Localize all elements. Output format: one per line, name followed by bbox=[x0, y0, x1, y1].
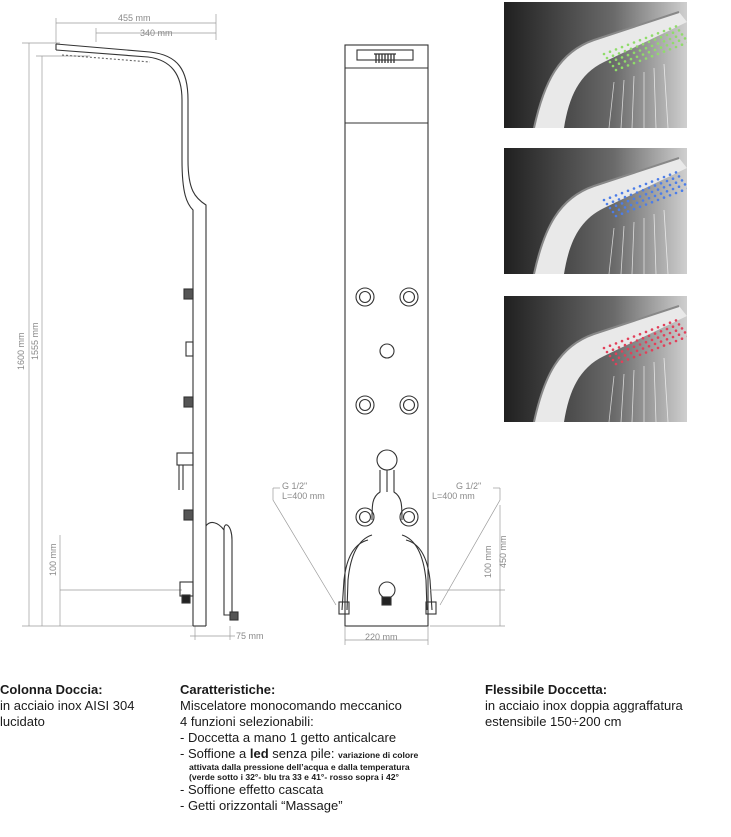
led-dot bbox=[615, 69, 618, 72]
led-dot bbox=[627, 44, 630, 47]
led-dot bbox=[654, 195, 657, 198]
features-mixer: Miscelatore monocomando meccanico bbox=[180, 698, 402, 713]
led-dot bbox=[672, 336, 675, 339]
led-dot bbox=[675, 319, 678, 322]
led-dot bbox=[618, 356, 621, 359]
pipe-left-length: L=400 mm bbox=[282, 491, 325, 501]
led-dot bbox=[645, 57, 648, 60]
led-dot bbox=[651, 180, 654, 183]
led-dot bbox=[669, 38, 672, 41]
led-dot bbox=[609, 344, 612, 347]
led-dot bbox=[669, 194, 672, 197]
led-dot bbox=[615, 194, 618, 197]
dim-height-low: 100 mm bbox=[48, 543, 58, 576]
led-dot bbox=[612, 348, 615, 351]
dim-width-head: 340 mm bbox=[140, 28, 173, 38]
led-photo-blue bbox=[504, 148, 687, 274]
led-dot bbox=[606, 57, 609, 60]
flexible-hose-title: Flessibile Doccetta: bbox=[485, 682, 608, 697]
features-list bbox=[180, 730, 500, 814]
led-dot bbox=[666, 34, 669, 37]
led-dot bbox=[609, 196, 612, 199]
led-dot bbox=[624, 206, 627, 209]
led-dot bbox=[603, 199, 606, 202]
led-dot bbox=[618, 208, 621, 211]
led-dot bbox=[678, 39, 681, 42]
dim-right-low: 100 mm bbox=[483, 545, 493, 578]
led-dot bbox=[618, 346, 621, 349]
led-dot bbox=[636, 191, 639, 194]
led-dot bbox=[627, 348, 630, 351]
led-dot bbox=[657, 42, 660, 45]
led-dot bbox=[669, 332, 672, 335]
led-dot bbox=[675, 46, 678, 49]
led-dot bbox=[636, 339, 639, 342]
led-dot bbox=[621, 192, 624, 195]
led-dot bbox=[669, 48, 672, 51]
led-dot bbox=[669, 321, 672, 324]
led-dot bbox=[645, 193, 648, 196]
dim-height-body: 1555 mm bbox=[30, 322, 40, 360]
led-dot bbox=[621, 202, 624, 205]
led-dot bbox=[669, 342, 672, 345]
led-dot bbox=[615, 342, 618, 345]
led-dot bbox=[627, 64, 630, 67]
features-title: Caratteristiche: bbox=[180, 682, 276, 697]
led-dot bbox=[621, 360, 624, 363]
led-dot bbox=[642, 347, 645, 350]
led-dot bbox=[624, 50, 627, 53]
shower-head-image bbox=[504, 2, 687, 128]
led-dot bbox=[615, 215, 618, 218]
feature-led-note-3: (verde sotto i 32°- blu tra 33 e 41°- rosso sopra i 42° bbox=[189, 772, 399, 782]
led-dot bbox=[633, 41, 636, 44]
led-dot bbox=[654, 332, 657, 335]
feature-led-pre: - Soffione a bbox=[180, 746, 250, 761]
led-dot bbox=[636, 350, 639, 353]
led-dot bbox=[663, 334, 666, 337]
led-dot bbox=[645, 351, 648, 354]
led-dot bbox=[627, 190, 630, 193]
led-dot bbox=[615, 352, 618, 355]
led-dot bbox=[660, 192, 663, 195]
led-photo-green bbox=[504, 2, 687, 128]
dim-front-width: 220 mm bbox=[365, 632, 398, 642]
led-dot bbox=[678, 333, 681, 336]
led-dot bbox=[621, 340, 624, 343]
led-dot bbox=[627, 210, 630, 213]
led-dot bbox=[660, 182, 663, 185]
led-dot bbox=[639, 343, 642, 346]
led-dot bbox=[603, 53, 606, 56]
shower-head-image bbox=[504, 148, 687, 274]
led-dot bbox=[657, 199, 660, 202]
dim-depth: 75 mm bbox=[236, 631, 264, 641]
led-dot bbox=[657, 32, 660, 35]
dim-width-total: 455 mm bbox=[118, 13, 151, 23]
led-dot bbox=[654, 49, 657, 52]
led-dot bbox=[654, 38, 657, 41]
feature-led-post: senza pile: bbox=[268, 746, 339, 761]
led-dot bbox=[663, 186, 666, 189]
led-dot bbox=[648, 335, 651, 338]
led-dot bbox=[672, 177, 675, 180]
led-dot bbox=[636, 45, 639, 48]
led-dot bbox=[627, 54, 630, 57]
led-dot bbox=[633, 335, 636, 338]
led-dot bbox=[654, 184, 657, 187]
led-dot bbox=[675, 35, 678, 38]
led-dot bbox=[606, 203, 609, 206]
shower-head-image bbox=[504, 296, 687, 422]
led-dot bbox=[633, 356, 636, 359]
led-dot bbox=[684, 37, 687, 40]
led-dot bbox=[624, 196, 627, 199]
led-dot bbox=[660, 46, 663, 49]
led-dot bbox=[663, 50, 666, 53]
led-dot bbox=[669, 184, 672, 187]
led-dot bbox=[645, 47, 648, 50]
led-dot bbox=[636, 202, 639, 205]
led-dot bbox=[672, 42, 675, 45]
features-block bbox=[180, 682, 500, 814]
led-dot bbox=[621, 56, 624, 59]
led-dot bbox=[666, 190, 669, 193]
led-dot bbox=[654, 343, 657, 346]
led-dot bbox=[663, 30, 666, 33]
led-dot bbox=[630, 194, 633, 197]
led-dot bbox=[651, 349, 654, 352]
led-dot bbox=[618, 52, 621, 55]
led-dot bbox=[633, 62, 636, 65]
pipe-right-length: L=400 mm bbox=[432, 491, 475, 501]
led-dot bbox=[681, 33, 684, 36]
feature-led-note-1: variazione di colore bbox=[338, 750, 419, 760]
led-dot bbox=[651, 34, 654, 37]
led-dot bbox=[660, 330, 663, 333]
led-dot bbox=[639, 60, 642, 63]
led-dot bbox=[639, 39, 642, 42]
led-dot bbox=[651, 201, 654, 204]
feature-hand-shower: - Doccetta a mano 1 getto anticalcare bbox=[180, 730, 397, 745]
led-dot bbox=[624, 60, 627, 63]
led-dot bbox=[663, 196, 666, 199]
led-dot bbox=[630, 204, 633, 207]
front-view-panel bbox=[339, 45, 436, 645]
led-dot bbox=[639, 49, 642, 52]
led-dot bbox=[663, 344, 666, 347]
led-dot bbox=[618, 198, 621, 201]
led-dot bbox=[684, 331, 687, 334]
led-dot bbox=[642, 53, 645, 56]
led-dot bbox=[651, 45, 654, 48]
column-doccia-line-2: lucidato bbox=[0, 714, 45, 729]
led-dot bbox=[657, 188, 660, 191]
led-dot bbox=[663, 176, 666, 179]
led-dot bbox=[633, 52, 636, 55]
led-dot bbox=[630, 48, 633, 51]
led-dot bbox=[678, 323, 681, 326]
led-photo-red bbox=[504, 296, 687, 422]
led-dot bbox=[681, 179, 684, 182]
led-dot bbox=[636, 56, 639, 59]
led-dot bbox=[645, 37, 648, 40]
led-dot bbox=[651, 55, 654, 58]
led-dot bbox=[660, 36, 663, 39]
pipe-left-size: G 1/2" bbox=[282, 481, 308, 491]
led-dot bbox=[651, 191, 654, 194]
led-dot bbox=[651, 339, 654, 342]
flexible-hose-line-2: estensibile 150÷200 cm bbox=[485, 714, 622, 729]
led-dot bbox=[681, 327, 684, 330]
led-dot bbox=[627, 338, 630, 341]
column-doccia-line-1: in acciaio inox AISI 304 bbox=[0, 698, 135, 713]
led-dot bbox=[648, 187, 651, 190]
led-dot bbox=[624, 344, 627, 347]
led-dot bbox=[663, 40, 666, 43]
column-doccia-block bbox=[0, 682, 170, 730]
led-dot bbox=[639, 354, 642, 357]
led-dot bbox=[615, 48, 618, 51]
led-dot bbox=[645, 341, 648, 344]
led-dot bbox=[612, 200, 615, 203]
led-dot bbox=[606, 351, 609, 354]
led-dot bbox=[630, 352, 633, 355]
feature-led-bold: led bbox=[249, 746, 269, 761]
led-dot bbox=[678, 29, 681, 32]
led-dot bbox=[675, 192, 678, 195]
led-dot bbox=[612, 65, 615, 68]
led-dot bbox=[657, 336, 660, 339]
led-dot bbox=[681, 43, 684, 46]
led-dot bbox=[651, 328, 654, 331]
led-dot bbox=[624, 354, 627, 357]
led-dot bbox=[633, 187, 636, 190]
led-dot bbox=[633, 346, 636, 349]
led-dot bbox=[648, 345, 651, 348]
led-dot bbox=[672, 325, 675, 328]
led-dot bbox=[645, 203, 648, 206]
led-dot bbox=[657, 178, 660, 181]
side-view-panel bbox=[56, 44, 238, 626]
led-dot bbox=[639, 206, 642, 209]
led-dot bbox=[675, 329, 678, 332]
led-dot bbox=[603, 347, 606, 350]
led-dot bbox=[669, 27, 672, 30]
led-dot bbox=[609, 61, 612, 64]
led-dot bbox=[678, 175, 681, 178]
led-dot bbox=[657, 326, 660, 329]
led-dot bbox=[672, 31, 675, 34]
led-dot bbox=[627, 358, 630, 361]
led-dot bbox=[621, 66, 624, 69]
led-dot bbox=[648, 197, 651, 200]
features-functions: 4 funzioni selezionabili: bbox=[180, 714, 314, 729]
led-dot bbox=[645, 183, 648, 186]
led-dot bbox=[669, 173, 672, 176]
feature-massage-jets: - Getti orizzontali “Massage” bbox=[180, 798, 343, 813]
led-dot bbox=[621, 46, 624, 49]
led-dot bbox=[672, 188, 675, 191]
led-dot bbox=[660, 340, 663, 343]
led-dot bbox=[639, 185, 642, 188]
feature-cascade: - Soffione effetto cascata bbox=[180, 782, 324, 797]
led-dot bbox=[675, 181, 678, 184]
led-dot bbox=[642, 189, 645, 192]
led-dot bbox=[666, 44, 669, 47]
led-dot bbox=[681, 337, 684, 340]
led-dot bbox=[657, 53, 660, 56]
led-dot bbox=[684, 183, 687, 186]
flexible-hose-line-1: in acciaio inox doppia aggraffatura bbox=[485, 698, 683, 713]
led-dot bbox=[681, 189, 684, 192]
led-dot bbox=[642, 43, 645, 46]
led-dot bbox=[675, 340, 678, 343]
led-dot bbox=[639, 195, 642, 198]
led-dot bbox=[648, 51, 651, 54]
led-dot bbox=[621, 212, 624, 215]
led-dot bbox=[630, 342, 633, 345]
column-doccia-title: Colonna Doccia: bbox=[0, 682, 103, 697]
led-dot bbox=[633, 198, 636, 201]
led-dot bbox=[633, 208, 636, 211]
led-dot bbox=[645, 331, 648, 334]
led-dot bbox=[615, 204, 618, 207]
led-dot bbox=[666, 338, 669, 341]
led-dot bbox=[663, 324, 666, 327]
led-dot bbox=[615, 363, 618, 366]
feature-led-head bbox=[180, 746, 500, 762]
feature-led-note-2: attivata dalla pressione dell’acqua e dalla temperatura bbox=[189, 762, 410, 772]
led-dot bbox=[621, 350, 624, 353]
led-dot bbox=[615, 58, 618, 61]
led-dot bbox=[639, 333, 642, 336]
flexible-hose-block bbox=[485, 682, 731, 730]
led-dot bbox=[648, 41, 651, 44]
led-dot bbox=[642, 337, 645, 340]
led-dot bbox=[678, 185, 681, 188]
led-dot bbox=[630, 58, 633, 61]
led-dot bbox=[612, 54, 615, 57]
led-dot bbox=[675, 25, 678, 28]
dim-right-high: 450 mm bbox=[498, 535, 508, 568]
led-dot bbox=[609, 50, 612, 53]
pipe-right-size: G 1/2" bbox=[456, 481, 482, 491]
led-dot bbox=[612, 211, 615, 214]
led-dot bbox=[675, 171, 678, 174]
led-dot bbox=[627, 200, 630, 203]
led-dot bbox=[612, 359, 615, 362]
led-dot bbox=[609, 355, 612, 358]
led-dot bbox=[657, 347, 660, 350]
led-dot bbox=[666, 180, 669, 183]
led-dot bbox=[666, 328, 669, 331]
dim-height-total: 1600 mm bbox=[16, 332, 26, 370]
led-dot bbox=[642, 199, 645, 202]
led-dot bbox=[609, 207, 612, 210]
led-dot bbox=[618, 62, 621, 65]
